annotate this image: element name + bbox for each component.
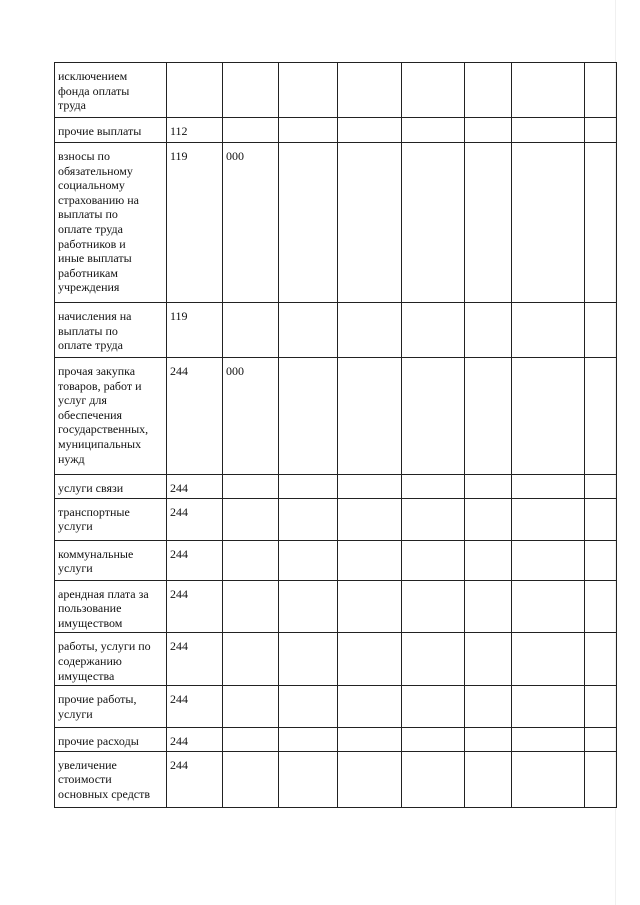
row-label-cell: исключением фонда оплаты труда — [55, 63, 167, 118]
value-cell — [512, 540, 585, 580]
value-cell — [223, 686, 279, 728]
table-row — [55, 118, 617, 143]
value-cell — [223, 475, 279, 499]
value-cell — [338, 118, 402, 143]
value-cell — [585, 633, 617, 686]
table-row — [55, 63, 617, 118]
value-cell — [585, 686, 617, 728]
table-row — [55, 686, 617, 728]
value-cell — [465, 751, 512, 807]
value-cell — [279, 63, 338, 118]
value-cell — [402, 728, 465, 752]
value-cell — [465, 540, 512, 580]
code-cell: 244 — [167, 751, 223, 807]
value-cell — [512, 118, 585, 143]
page-edge — [615, 0, 640, 905]
table-row — [55, 728, 617, 752]
table-row — [55, 303, 617, 358]
row-label-cell: увеличение стоимости основных средств — [55, 751, 167, 807]
value-cell — [279, 633, 338, 686]
row-label-cell: услуги связи — [55, 475, 167, 499]
value-cell — [279, 498, 338, 540]
value-cell — [512, 358, 585, 475]
value-cell — [465, 143, 512, 303]
value-cell — [338, 580, 402, 633]
value-cell — [402, 498, 465, 540]
code-cell: 119 — [167, 303, 223, 358]
value-cell — [338, 303, 402, 358]
value-cell — [338, 63, 402, 118]
value-cell — [279, 143, 338, 303]
value-cell — [279, 580, 338, 633]
value-cell — [223, 728, 279, 752]
row-label-cell: взносы по обязательному социальному страхованию на выплаты по оплате труда работников и иные выплаты работникам учреждения — [55, 143, 167, 303]
code-cell: 244 — [167, 540, 223, 580]
value-cell — [512, 498, 585, 540]
value-cell — [465, 728, 512, 752]
row-label-cell: прочие расходы — [55, 728, 167, 752]
value-cell — [279, 475, 338, 499]
code-cell: 119 — [167, 143, 223, 303]
value-cell — [402, 143, 465, 303]
value-cell — [512, 633, 585, 686]
value-cell — [585, 540, 617, 580]
table-row — [55, 475, 617, 499]
value-cell — [585, 475, 617, 499]
value-cell — [279, 540, 338, 580]
value-cell — [223, 580, 279, 633]
value-cell — [585, 143, 617, 303]
value-cell — [465, 63, 512, 118]
value-cell — [279, 303, 338, 358]
value-cell — [512, 63, 585, 118]
value-cell — [465, 358, 512, 475]
value-cell — [279, 686, 338, 728]
value-cell — [465, 498, 512, 540]
row-label-cell: коммунальные услуги — [55, 540, 167, 580]
value-cell — [223, 751, 279, 807]
value-cell — [585, 118, 617, 143]
value-cell — [338, 728, 402, 752]
value-cell — [223, 118, 279, 143]
table-row — [55, 358, 617, 475]
expense-table-body — [55, 63, 617, 808]
value-cell — [585, 63, 617, 118]
row-label-cell: арендная плата за пользование имуществом — [55, 580, 167, 633]
value-cell — [279, 751, 338, 807]
value-cell — [402, 475, 465, 499]
value-cell — [512, 143, 585, 303]
value-cell — [585, 580, 617, 633]
value-cell — [402, 63, 465, 118]
row-label-cell: прочие выплаты — [55, 118, 167, 143]
table-row — [55, 498, 617, 540]
value-cell — [465, 303, 512, 358]
table-row — [55, 633, 617, 686]
code-cell: 244 — [167, 475, 223, 499]
value-cell — [465, 580, 512, 633]
value-cell — [338, 686, 402, 728]
value-cell — [465, 118, 512, 143]
value-cell — [402, 303, 465, 358]
value-cell — [338, 143, 402, 303]
value-cell — [512, 303, 585, 358]
value-cell — [279, 728, 338, 752]
value-cell — [512, 475, 585, 499]
value-cell — [585, 498, 617, 540]
value-cell: 000 — [223, 358, 279, 475]
value-cell — [402, 118, 465, 143]
value-cell — [223, 63, 279, 118]
value-cell — [512, 686, 585, 728]
value-cell — [402, 751, 465, 807]
value-cell — [338, 358, 402, 475]
value-cell — [223, 303, 279, 358]
value-cell — [402, 540, 465, 580]
value-cell — [279, 118, 338, 143]
value-cell — [465, 633, 512, 686]
value-cell: 000 — [223, 143, 279, 303]
expense-table — [54, 62, 617, 808]
value-cell — [585, 728, 617, 752]
value-cell — [512, 580, 585, 633]
value-cell — [338, 475, 402, 499]
value-cell — [585, 358, 617, 475]
value-cell — [223, 540, 279, 580]
table-row — [55, 751, 617, 807]
value-cell — [223, 633, 279, 686]
value-cell — [465, 475, 512, 499]
row-label-cell: транспортные услуги — [55, 498, 167, 540]
code-cell: 112 — [167, 118, 223, 143]
value-cell — [338, 751, 402, 807]
value-cell — [585, 751, 617, 807]
value-cell — [402, 580, 465, 633]
row-label-cell: работы, услуги по содержанию имущества — [55, 633, 167, 686]
code-cell: 244 — [167, 358, 223, 475]
table-row — [55, 580, 617, 633]
row-label-cell: прочие работы, услуги — [55, 686, 167, 728]
code-cell: 244 — [167, 580, 223, 633]
value-cell — [279, 358, 338, 475]
value-cell — [223, 498, 279, 540]
code-cell — [167, 63, 223, 118]
value-cell — [402, 686, 465, 728]
value-cell — [338, 498, 402, 540]
value-cell — [512, 728, 585, 752]
row-label-cell: начисления на выплаты по оплате труда — [55, 303, 167, 358]
code-cell: 244 — [167, 633, 223, 686]
value-cell — [585, 303, 617, 358]
code-cell: 244 — [167, 498, 223, 540]
table-row — [55, 143, 617, 303]
value-cell — [465, 686, 512, 728]
value-cell — [402, 358, 465, 475]
value-cell — [402, 633, 465, 686]
value-cell — [338, 540, 402, 580]
table-row — [55, 540, 617, 580]
value-cell — [512, 751, 585, 807]
code-cell: 244 — [167, 686, 223, 728]
value-cell — [338, 633, 402, 686]
row-label-cell: прочая закупка товаров, работ и услуг для обеспечения государственных, муниципальных нужд — [55, 358, 167, 475]
code-cell: 244 — [167, 728, 223, 752]
